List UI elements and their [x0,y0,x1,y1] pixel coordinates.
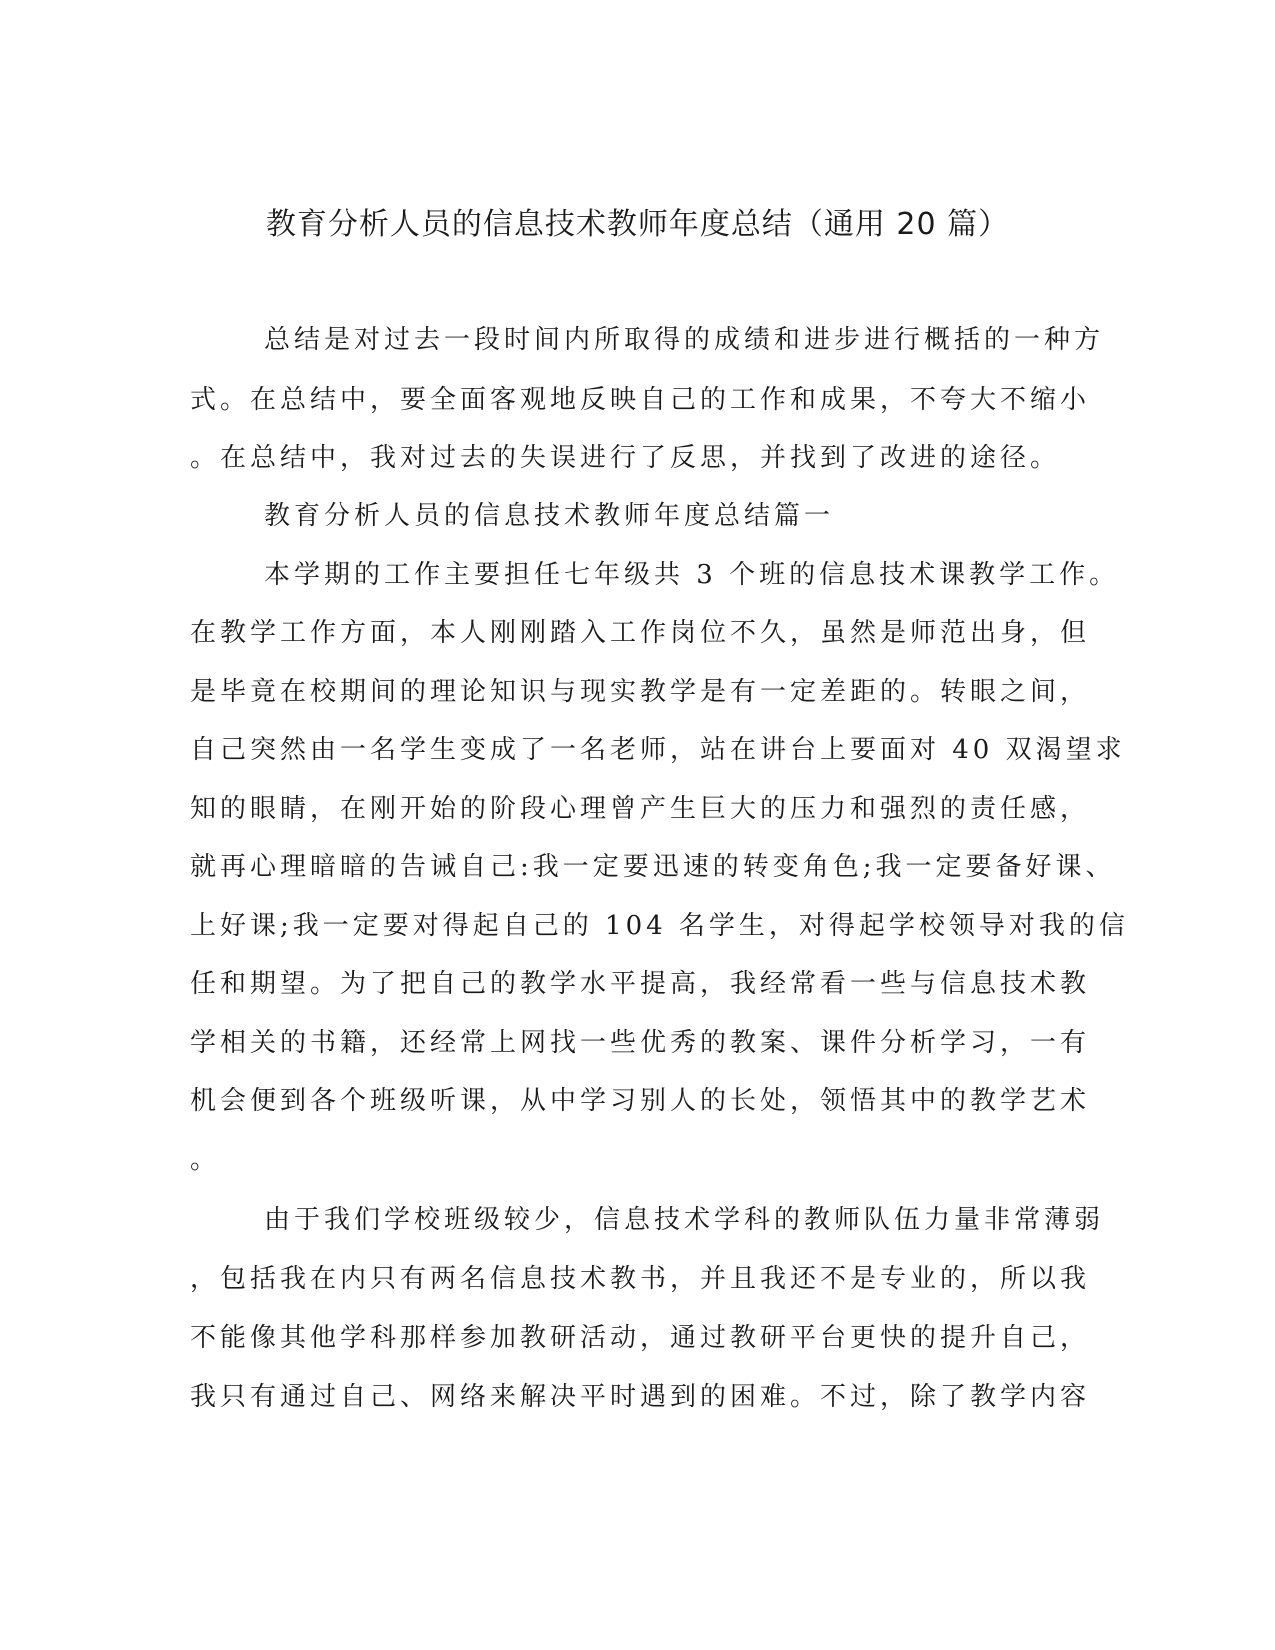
paragraph-line: 自己突然由一名学生变成了一名老师，站在讲台上要面对 40 双渴望求 [190,735,1126,765]
paragraph-line: 我只有通过自己、网络来解决平时遇到的困难。不过，除了教学内容 [190,1382,1091,1412]
paragraph-line: 就再心理暗暗的告诫自己:我一定要迅速的转变角色;我一定要备好课、 [190,852,1116,882]
paragraph-line: 。 [190,1145,221,1175]
paragraph-line: 。在总结中，我对过去的失误进行了反思，并找到了改进的途径。 [190,443,1061,473]
paragraph-line: ，包括我在内只有两名信息技术教书，并且我还不是专业的，所以我 [190,1264,1091,1294]
paragraph-line: 由于我们学校班级较少，信息技术学科的教师队伍力量非常薄弱 [264,1205,1105,1235]
paragraph-line: 学相关的书籍，还经常上网找一些优秀的教案、课件分析学习，一有 [190,1028,1091,1058]
paragraph-line: 知的眼睛，在刚开始的阶段心理曾产生巨大的压力和强烈的责任感， [190,794,1091,824]
section-heading: 教育分析人员的信息技术教师年度总结篇一 [264,501,835,531]
paragraph-line: 任和期望。为了把自己的教学水平提高，我经常看一些与信息技术教 [190,969,1091,999]
paragraph-line: 本学期的工作主要担任七年级共 3 个班的信息技术课教学工作。 [264,560,1120,590]
paragraph-line: 是毕竟在校期间的理论知识与现实教学是有一定差距的。转眼之间， [190,677,1091,707]
paragraph-line: 不能像其他学科那样参加教研活动，通过教研平台更快的提升自己， [190,1323,1091,1353]
paragraph-line: 式。在总结中，要全面客观地反映自己的工作和成果，不夸大不缩小 [190,385,1091,415]
paragraph-line: 在教学工作方面，本人刚刚踏入工作岗位不久，虽然是师范出身，但 [190,618,1091,648]
paragraph-line: 总结是对过去一段时间内所取得的成绩和进步进行概括的一种方 [264,325,1105,355]
document-title: 教育分析人员的信息技术教师年度总结（通用 20 篇） [265,207,1010,242]
paragraph-line: 机会便到各个班级听课，从中学习别人的长处，领悟其中的教学艺术 [190,1086,1091,1116]
paragraph-line: 上好课;我一定要对得起自己的 104 名学生，对得起学校领导对我的信 [190,911,1129,941]
